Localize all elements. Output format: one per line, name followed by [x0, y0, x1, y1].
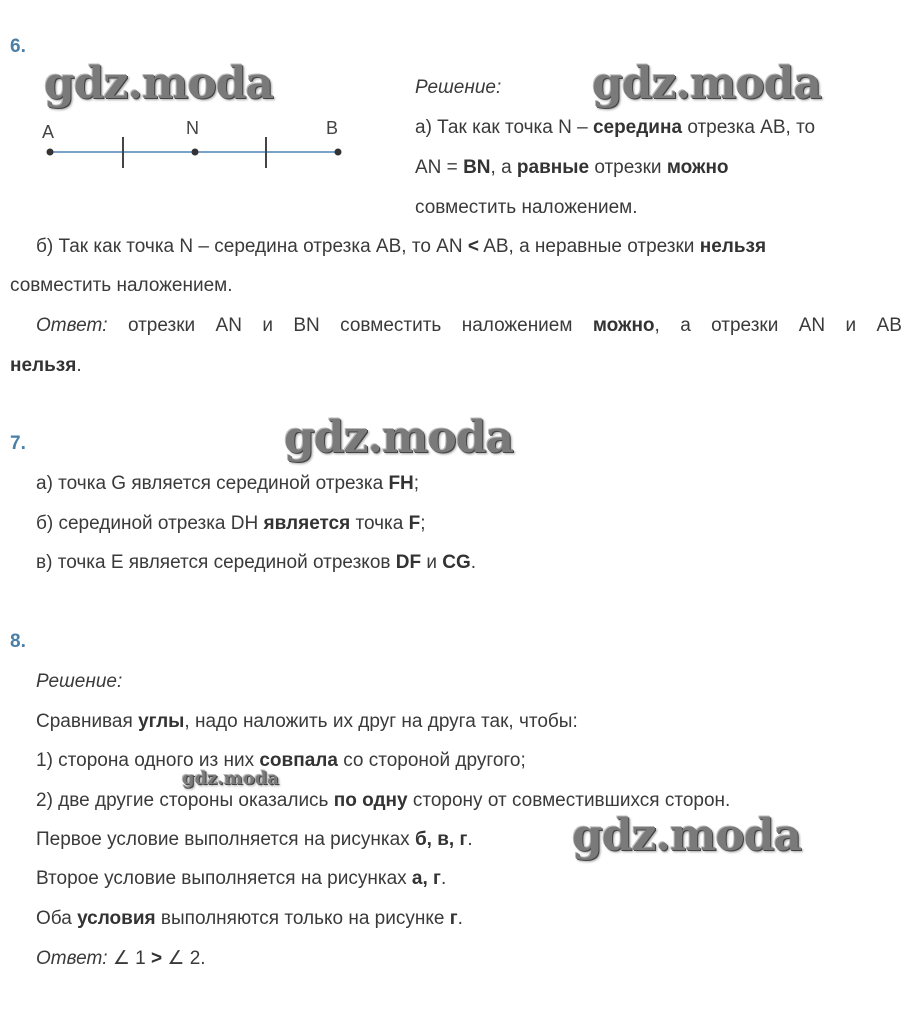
task-6a-line-3: совместить наложением.	[415, 197, 638, 218]
point-n	[192, 149, 199, 156]
solution-label: Решение:	[36, 671, 123, 692]
segment-diagram	[30, 112, 360, 174]
task-8-line-4: Первое условие выполняется на рисунках б, в, г.	[36, 829, 473, 850]
watermark-logo-small: gdz.moda	[182, 768, 279, 789]
task-8-number: 8.	[10, 631, 26, 652]
solution-label: Решение:	[415, 77, 502, 98]
task-8-answer: Ответ: ∠ 1 > ∠ 2.	[36, 948, 206, 969]
task-7-number: 7.	[10, 433, 26, 454]
task-8-line-5: Второе условие выполняется на рисунках а, г.	[36, 868, 447, 889]
task-6b-line-2: совместить наложением.	[10, 275, 233, 296]
task-6-number: 6.	[10, 36, 26, 57]
task-7a-line: а) точка G является серединой отрезка FH;	[36, 473, 420, 494]
point-label-a: A	[42, 122, 55, 142]
task-7c-line: в) точка Е является серединой отрезков DF и CG.	[36, 552, 477, 573]
point-a	[47, 149, 54, 156]
task-8-line-1: Сравнивая углы, надо наложить их друг на друга так, чтобы:	[36, 711, 578, 732]
task-8-line-3: 2) две другие стороны оказались по одну сторону от совместившихся сторон.	[36, 790, 731, 811]
point-b	[335, 149, 342, 156]
point-label-n: N	[186, 118, 199, 138]
task-6a-line-2: AN = BN, а равные отрезки можно	[415, 157, 729, 178]
watermark-logo: gdz.moda	[284, 412, 514, 463]
task-6-answer-line-1: Ответ: отрезки AN и BN совместить наложением можно, а отрезки AN и AB	[36, 315, 902, 336]
task-7b-line: б) серединой отрезка DH является точка F;	[36, 513, 426, 534]
watermark-logo: gdz.moda	[44, 58, 274, 109]
task-6b-line-1: б) Так как точка N – середина отрезка АВ, то AN < AB, а неравные отрезки нельзя	[36, 236, 767, 257]
task-6-answer-line-2: нельзя.	[10, 355, 82, 376]
point-label-b: B	[326, 118, 339, 138]
watermark-logo: gdz.moda	[592, 58, 822, 109]
watermark-logo: gdz.moda	[572, 810, 802, 861]
task-6a-line-1: а) Так как точка N – середина отрезка АВ, то	[415, 117, 816, 138]
task-8-line-2: 1) сторона одного из них совпала со стороной другого;	[36, 750, 526, 771]
task-8-line-6: Оба условия выполняются только на рисунке г.	[36, 908, 463, 929]
